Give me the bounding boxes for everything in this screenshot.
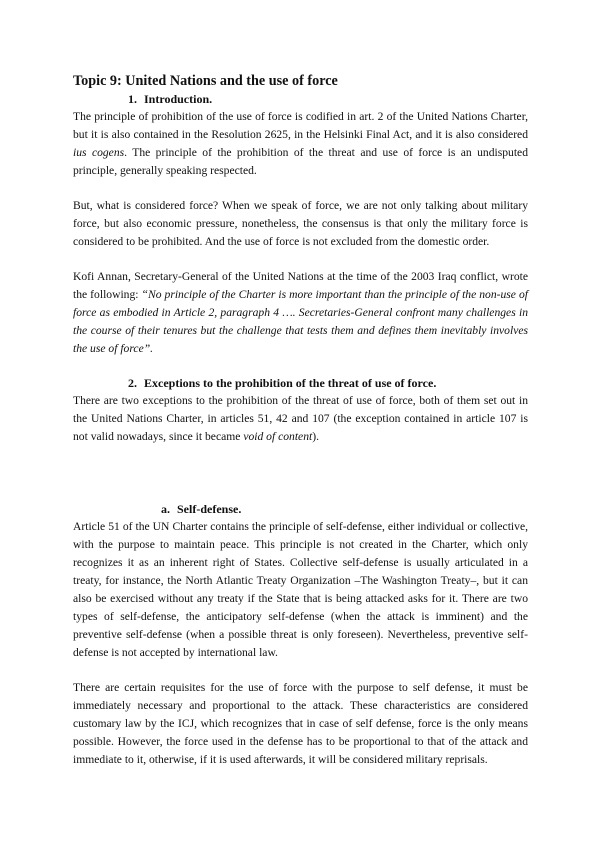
section-title: Introduction. bbox=[144, 92, 213, 106]
section-number: 1. bbox=[128, 92, 137, 106]
paragraph-intro-3 bbox=[73, 268, 528, 358]
paragraph-text: There are two exceptions to the prohibition of the threat of use of force, both of them set out in the United Nations Charter, in articles 51, 42 and 107 (the exception contained in article 107 is not valid nowadays, since it became bbox=[73, 394, 528, 443]
paragraph-text: . The principle of the prohibition of the threat and use of force is an undisputed principle, generally speaking respected. bbox=[73, 146, 528, 177]
section-heading-self-defense bbox=[73, 500, 528, 518]
paragraph-intro-1 bbox=[73, 108, 528, 180]
document-title: Topic 9: United Nations and the use of force bbox=[73, 73, 338, 89]
section-heading-exceptions bbox=[73, 374, 528, 392]
paragraph-text: Kofi Annan, Secretary-General of the United Nations at the time of the 2003 Iraq conflict, wrote the following: bbox=[73, 270, 528, 301]
section-heading-introduction bbox=[73, 90, 528, 108]
section-number: 2. bbox=[128, 376, 137, 390]
paragraph-exceptions-1 bbox=[73, 392, 528, 446]
section-title: Self-defense. bbox=[177, 502, 242, 516]
document-body bbox=[73, 72, 528, 769]
paragraph-self-defense-1: Article 51 of the UN Charter contains the principle of self-defense, either individual or collective, with the purpose to maintain peace. This principle is not created in the Charter, which only recognizes it as an inherent right of States. Collective self-defense is usually articulated in a treaty, for instance, the North Atlantic Treaty Organization –The Washington Treaty–, but it can also be exercised without any treaty if the State that is being attacked asks for it. There are two types of self-defense, the anticipatory self-defense (when the attack is imminent) and the preventive self-defense (when a possible threat is only foreseen). Nevertheless, preventive self-defense is not accepted by international law. bbox=[73, 520, 528, 659]
emphasis-text: void of content bbox=[243, 430, 313, 443]
section-number: a. bbox=[161, 502, 170, 516]
annan-quote: “No principle of the Charter is more important than the principle of the non-use of force as embodied in Article 2, paragraph 4 …. Secretaries-General confront many challenges in the course of their tenures but the challenge that tests them and defines them inevitably involves the use of force”. bbox=[73, 288, 528, 355]
section-title: Exceptions to the prohibition of the threat of use of force. bbox=[144, 376, 437, 390]
paragraph-intro-2: But, what is considered force? When we speak of force, we are not only talking about military force, but also economic pressure, nonetheless, the consensus is that only the military force is considered to be prohibited. And the use of force is not excluded from the domestic order. bbox=[73, 199, 528, 248]
emphasis-text: ius cogens bbox=[73, 146, 125, 159]
paragraph-self-defense-2: There are certain requisites for the use of force with the purpose to self defense, it must be immediately necessary and proportional to the attack. These characteristics are considered customary law by the ICJ, which recognizes that in case of self defense, force is the only means possible. However, the force used in the defense has to be proportional to that of the attack and immediate to it, otherwise, if it is used afterwards, it will be considered military reprisals. bbox=[73, 681, 528, 766]
paragraph-text: The principle of prohibition of the use of force is codified in art. 2 of the United Nations Charter, but it is also contained in the Resolution 2625, in the Helsinki Final Act, and it is also considered bbox=[73, 110, 528, 141]
paragraph-text: ). bbox=[312, 430, 319, 443]
